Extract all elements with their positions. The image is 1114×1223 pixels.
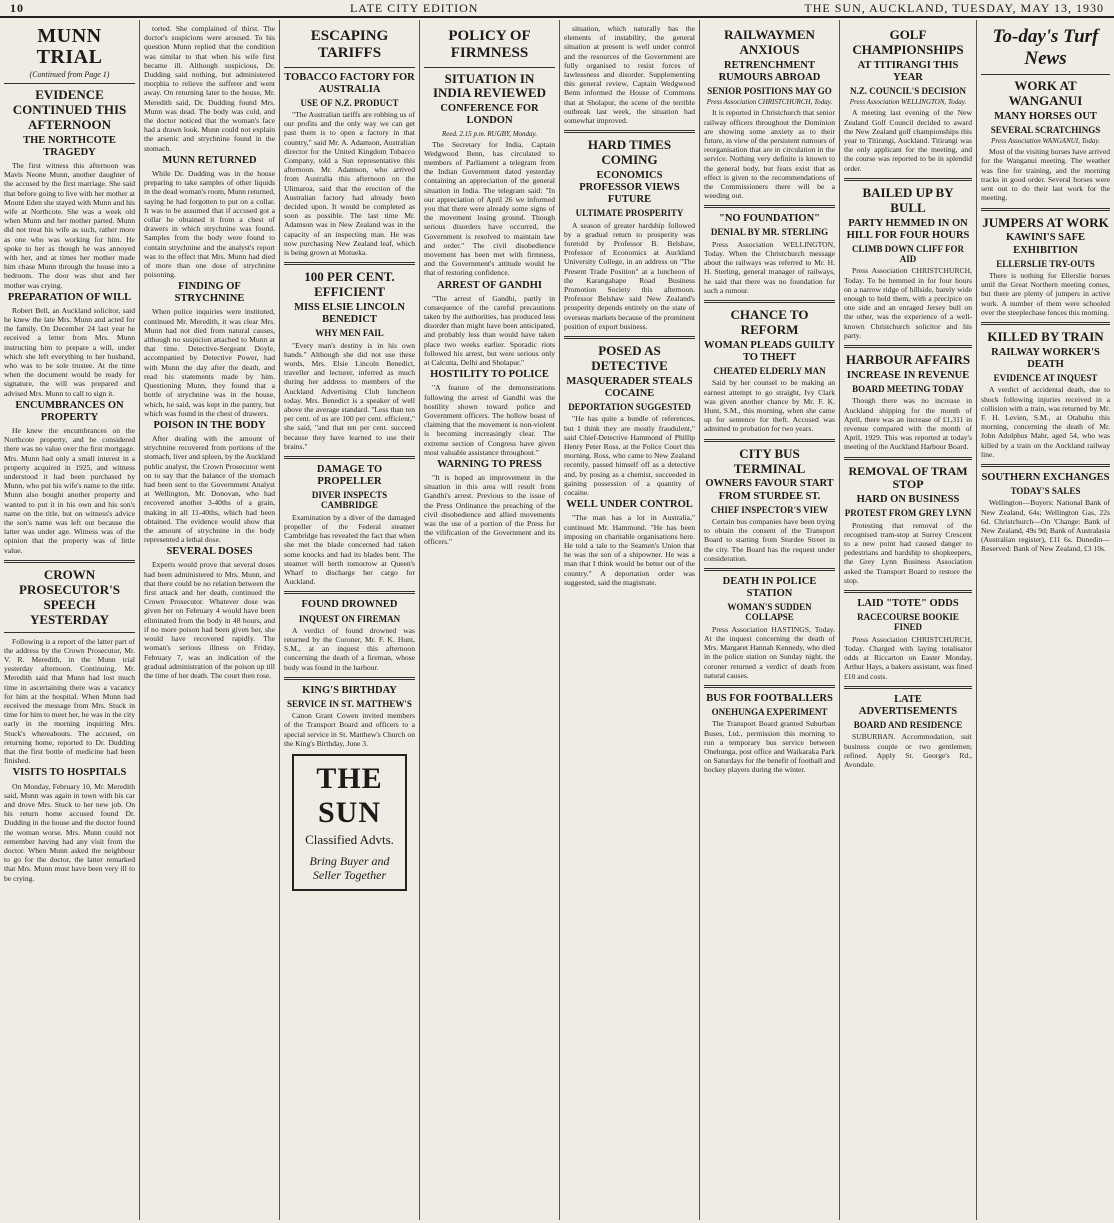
article-text: Press Association HASTINGS, Today. At the inquest concerning the death of Mrs. Margaret Hannah Kennedy, who died in the police station on Sunday night, the coroner returned a verdict of death from natural causes. (704, 624, 835, 680)
article-text: A season of greater hardship followed by a gradual return to prosperity was foretold by Professor B. Belshaw, Professor of Economics at Auckland University College, in an address on "The Present Trade Position" at a luncheon of the Karangahape Road Business Promotion Society this afternoon. Professor Belshaw said New Zealand's prosperity depends entirely on the state of overseas markets because of the prominent position of export business. (564, 220, 695, 331)
article-text: "The Australian tariffs are robbing us of our profits and the only way we can get past them is to open a factory in that country," said Mr. A. Adamson, Australian director for the United Kingdom Tobacco Company, told a Sun representative this afternoon. Mr. Adamson, who arrived from Australia this afternoon on the Ulimaroa, said that the erection of the Australian factory had already been decided upon. It would be completed as soon as possible. The last time Mr. Adamson was in New Zealand was in the capacity of an inspecting man. He was now purchasing New Zealand leaf, which is being grown at Motueka. (284, 109, 415, 258)
headline-policy-firmness: POLICY OF FIRMNESS (448, 28, 531, 62)
dateline: Press Association WELLINGTON, Today. (849, 98, 967, 107)
page-number: 10 (10, 0, 24, 15)
subhead-deportation: DEPORTATION SUGGESTED (568, 402, 691, 413)
subhead-st-matthews: SERVICE IN ST. MATTHEW'S (287, 698, 412, 709)
subhead-todays-sales: TODAY'S SALES (1010, 486, 1081, 497)
subhead-hostility: HOSTILITY TO POLICE (430, 369, 549, 381)
headline-crown-prosecutor: CROWN PROSECUTOR'S SPEECH YESTERDAY (19, 566, 120, 627)
subhead-diver: DIVER INSPECTS CAMBRIDGE (311, 490, 388, 511)
ad-title: THE SUN (316, 762, 383, 830)
subhead-titirangi: AT TITIRANGI THIS YEAR (857, 59, 959, 83)
subhead-inquest: EVIDENCE AT INQUEST (993, 372, 1098, 383)
subhead-prosperity: ULTIMATE PROSPERITY (575, 208, 684, 219)
article-text: Most of the visiting horses have arrived for the Wanganui meeting. The weather was fine for training, and the morning tracks in good order. Several horses were sent out to do their last work for the meeting. (981, 147, 1110, 203)
subhead-railway-worker: RAILWAY WORKER'S DEATH (991, 346, 1100, 370)
subhead-nz-product: USE OF N.Z. PRODUCT (300, 97, 399, 108)
article-text: The Secretary for India, Captain Wedgwood Benn, has circulated to members of Parliament a telegram from the Indian Government dated yesterday containing an appreciation of the general situation in India. The telegram said: "In our appreciation of April 26 we informed you that there were already some signs of the movement losing ground. Though serious disorders have occurred, the Government is resolved to maintain law and order." The civil disobedience movement has been met with firmness, and the Government's attitude would be that of restoring confidence. (424, 139, 555, 278)
subhead-poison: POISON IN THE BODY (153, 419, 266, 431)
subhead-chief-inspector: CHIEF INSPECTOR'S VIEW (710, 504, 829, 515)
headline-munn-trial: MUNN TRIAL (36, 25, 103, 68)
headline-propeller: DAMAGE TO PROPELLER (316, 464, 383, 488)
subhead-hard-business: HARD ON BUSINESS (856, 494, 960, 506)
continued-note: (Continued from Page 1) (29, 70, 110, 79)
headline-no-foundation: "NO FOUNDATION" (718, 213, 820, 225)
article-text: Examination by a diver of the damaged propeller of the Federal steamer Cambridge has revealed the fact that when she met the blade concerned had taken some knocks and had its blades bent. The steamer will berth tomorrow at Queen's Wharf to discharge her cargo for Auckland. (284, 512, 415, 587)
headline-escaping-tariffs: ESCAPING TARIFFS (310, 28, 389, 62)
article-text: "The man has a lot in Australia," continued Mr. Hammond. "He has been imposing on charitable organisations here. He told a tale to the Seamen's Union that he was the son of a shipowner. He was a man that I think would be better out of the country." A deportation order was suggested, said the magistrate. (564, 513, 695, 587)
headline-kings-birthday: KING'S BIRTHDAY (302, 684, 397, 696)
article-text: Experts would prove that several doses had been administered to Mrs. Munn, and that there could be no relation between the first attack and her death, continued the Crown Prosecutor. Whatever dose was given her on February 4 would have been eliminated from the body in 48 hours, and if no more poison had been given her, she would have recovered rapidly. The woman's serious illness on Friday, February 7, was an indication of the gradual administration of the poison up till the time of her death. The court then rose. (144, 560, 275, 680)
dateline: Press Association CHRISTCHURCH, Today. (706, 98, 833, 107)
edition-label: LATE CITY EDITION (349, 0, 479, 15)
headline-turf-news: To-day's Turf News (992, 26, 1099, 69)
article-text: A verdict of found drowned was returned by the Coroner, Mr. F. K. Hunt, S.M., at an inquest this afternoon concerning the death of a fireman, whose body was found in the harbour. (284, 625, 415, 672)
subhead-conference: CONFERENCE FOR LONDON (440, 103, 539, 127)
subhead-gandhi: ARREST OF GANDHI (436, 279, 542, 291)
sun-classified-ad (292, 754, 407, 891)
column-4 (420, 20, 560, 1220)
column-5 (560, 20, 700, 1220)
article-text: Protesting that removal of the recognised tram-stop at Surrey Crescent to a new point had caused danger to pedestrians and hardship to shopkeepers, the Grey Lynn Business Association asked the Transport Board to restore the stop. (844, 520, 972, 585)
article-text: Following is a report of the latter part of the address by the Crown Prosecutor, Mr. V. R. Meredith, in the Munn trial yesterday afternoon. Continuing, Mr. Meredith said that Munn had lost much time in ascertaining there was a vacancy for him at the hospital. When Munn had received the message from Mrs. Stuck in time for him to meet her, he was in the city early in the morning inquiring Mrs. Stuck's whereabouts. The accused, on returning home, reported to Dr. Dudding that the first bottle of medicine had been finished. (4, 636, 135, 766)
subhead-hemmed: PARTY HEMMED IN ON HILL FOR FOUR HOURS (846, 217, 970, 241)
article-text: "It is hoped an improvement in the situation in this area will result from Gandhi's arrest. Previous to the issue of the Press Ordinance the preaching of the civil disobedience and allied movements was the use of a portion of the Press for the vilification of the Government and its officers." (424, 472, 555, 547)
subhead-benedict: MISS ELSIE LINCOLN BENEDICT (294, 302, 405, 326)
headline-police-station: DEATH IN POLICE STATION (722, 575, 817, 599)
subhead-cliff: CLIMB DOWN CLIFF FOR AID (852, 243, 964, 265)
subhead-collapse: WOMAN'S SUDDEN COLLAPSE (727, 602, 812, 623)
subhead-wanganui: WORK AT WANGANUI (1008, 78, 1083, 108)
subhead-ellerslie: ELLERSLIE TRY-OUTS (996, 258, 1095, 269)
subhead-board-residence: BOARD AND RESIDENCE (853, 719, 963, 730)
article-text: On Monday, February 10, Mr. Meredith said, Munn was again in town with his car and drove Mrs. Stuck to her new job. On his return home accused found Dr. Dudding in the house and the doctor found the woman worse. Mrs. Munn could not remember having had any visit from the doctor. When Munn asked the neighbour to go for the doctor, the latter remarked that Mrs. Munn must have been very ill to be crying. (4, 781, 135, 883)
subhead-northcote: THE NORTHCOTE TRAGEDY (23, 134, 116, 158)
headline-posed-detective: POSED AS DETECTIVE (591, 343, 668, 374)
subhead-elderly-man: CHEATED ELDERLY MAN (713, 366, 826, 376)
article-text: torted. She complained of thirst. The doctor's suspicions were aroused. To his question Munn replied that the condition was similar to that when his wife first became ill. Although suspicious, Dr. Dudding said nothing, but administered morphia to relieve the sufferer and went away. On returning later to the house, Mr. Meredith said, Dr. Dudding found Mrs. Munn was dead. The body was cold, and the doctor noticed that the woman's face had a drawn look. Munn could not explain the arsenic and strychnine found in the stomach. (144, 24, 275, 153)
headline-harbour: HARBOUR AFFAIRS (845, 352, 971, 368)
subhead-council: N.Z. COUNCIL'S DECISION (849, 86, 967, 96)
headline-golf: GOLF CHAMPIONSHIPS (852, 27, 964, 57)
subhead-evidence: EVIDENCE CONTINUED THIS AFTERNOON (12, 87, 127, 132)
article-text: situation, which naturally has the elements of instability, the general situation at present is well under control and the resources of the Government are fully organised to resist forces of lawlessness and disorder. Supplementing this general review, Captain Wedgwood Benn informed the House of Commons that at Sholapur, the scene of the terrible outbreak last week, the situation had somewhat improved. (564, 24, 695, 126)
subhead-kawini: KAWINI'S SAFE EXHIBITION (1005, 232, 1086, 256)
ad-subtitle: Classified Advts. (305, 832, 394, 848)
subhead-hospitals: VISITS TO HOSPITALS (12, 767, 127, 779)
ad-slogan-1: Bring Buyer and (309, 854, 390, 869)
article-text: Robert Bell, an Auckland solicitor, said he knew the late Mrs. Munn and acted for the family. On December 24 last year he received a letter from Mrs. Munn instructing him to prepare a will, under which she left everything to her husband, who was to be sole trustee. At the time when the document would be ready for signature, the will was prepared and advised Mrs. Munn to call to sign it. (4, 305, 135, 398)
subhead-munn-returned: MUNN RETURNED (162, 154, 257, 166)
paper-date: THE SUN, AUCKLAND, TUESDAY, MAY 13, 1930 (804, 0, 1104, 15)
column-2 (140, 20, 280, 1220)
column-1 (0, 20, 140, 1220)
subhead-pleads-guilty: WOMAN PLEADS GUILTY TO THEFT (704, 339, 835, 363)
subhead-inquest-fireman: INQUEST ON FIREMAN (298, 613, 401, 624)
article-text: A meeting last evening of the New Zealand Golf Council decided to award the New Zealand golf championships this year to Titirangi, Auckland. Titirangi was the only applicant for the meeting, and the course was reported to be in splendid order. (844, 108, 972, 173)
headline-tote-odds: LAID "TOTE" ODDS (857, 598, 959, 610)
headline-killed-train: KILLED BY TRAIN (987, 328, 1104, 344)
article-text: Press Association CHRISTCHURCH, Today. To be hemmed in for four hours on a narrow ridge of hillside, barely wide enough to hold them, with a precipice on one side and an enraged Jersey bull on the other, was the experience of a well-known Christchurch solicitor and his party. (844, 266, 972, 340)
subhead-india: SITUATION IN INDIA REVIEWED (432, 70, 547, 101)
headline-chance-reform: CHANCE TO REFORM (730, 307, 809, 337)
article-text: "Every man's destiny is in his own hands." Although she did not use these words, Mrs. Elsie Lincoln Benedict, traveller and lecturer, inferred as much during her address to members of the Auckland Advertising Club luncheon today. Mrs. Benedict is a speaker of well above the average standard. "Less than ten per cent. of us are 100 per cent. efficient," she said, "and that ten per cent. succeed because they have learned to use their brains." (284, 340, 415, 451)
article-text: Wellington—Buyers: National Bank of New Zealand, 64s; Wellington Gas, 22s 6d. Christchurch—On 'Change: Bank of New Zealand, 49s 9d; Bank of Australasia (Australian register), £11 6s. Dunedin—Reserved: Bank of New Zealand, £3 10s. (981, 498, 1110, 554)
subhead-senior-positions: SENIOR POSITIONS MAY GO (707, 86, 832, 96)
dateline: Press Association WANGANUI, Today. (991, 137, 1100, 146)
headline-bus-terminal: CITY BUS TERMINAL (733, 445, 806, 476)
article-text: Press Association CHRISTCHURCH, Today. Charged with laying totalisator odds at Riccarton on Easter Monday, Arthur Hays, a bakers assistant, was fined £10 and costs. (844, 634, 972, 681)
subhead-strychnine: FINDING OF STRYCHNINE (174, 281, 245, 305)
subhead-tobacco: TOBACCO FACTORY FOR AUSTRALIA (284, 71, 415, 95)
subhead-encumbrances: ENCUMBRANCES ON PROPERTY (15, 399, 124, 423)
subhead-grey-lynn: PROTEST FROM GREY LYNN (844, 508, 972, 519)
article-text: After dealing with the amount of strychnine recovered from portions of the stomach, liver and spleen, by the Auckland public analyst, the Crown Prosecutor went on to say that the balance of the stomach had been sent to the Government Analyst at Wellington, Mr. Donovan, who had recovered another 3-40ths of a grain, making in all 11-40ths, which had been obtained. The evidence would show that the amount of strychnine in the body represented a lethal dose. (144, 433, 275, 545)
subhead-onehunga: ONEHUNGA EXPERIMENT (711, 707, 828, 718)
subhead-economics: ECONOMICS PROFESSOR VIEWS FUTURE (579, 170, 680, 206)
article-text: A verdict of accidental death, due to shock following injuries received in a collision with a train, was returned by Mr. F. H. Levien, S.M., at Otahuhu this morning, concerning the death of Mr. John Adolphus Mahr, aged 54, who was killed by a train on the Auckland railway line. (981, 385, 1110, 459)
headline-hard-times: HARD TIMES COMING (587, 137, 672, 168)
column-8 (977, 20, 1114, 1220)
column-6 (700, 20, 840, 1220)
article-text: He knew the encumbrances on the Northcote property, and he considered there was no value over the first mortgage. Mrs. Munn had only a small interest in a property acquired in 1925, and witness understood it had been purchased by Munn, who put his wife's name to the title. Munn also bought another property and wanted to put it in his own and his son's name on the title, but on witness's advice the son's name was left out because the latter was under age. Witness was of the opinion that the property was of little value. (4, 426, 135, 555)
subhead-retrenchment: RETRENCHMENT RUMOURS ABROAD (718, 59, 821, 83)
subhead-board-meeting: BOARD MEETING TODAY (852, 384, 964, 395)
headline-late-ads: LATE ADVERTISEMENTS (858, 693, 958, 717)
article-text: The Transport Board granted Suburban Buses, Ltd., permission this morning to run a temporary bus service between Onehunga, post office and Waikaraka Park on Saturdays for the benefit of football and hockey players during the winter. (704, 719, 835, 775)
article-text: Canon Grant Cowen invited members of the Transport Board and officers to a special service in St. Matthew's Church on the King's Birthday, June 3. (284, 711, 415, 748)
article-text: Certain bus companies have been trying to obtain the consent of the Transport Board to starting from Sturdee Street in the city. The Board has the request under consideration. (704, 516, 835, 563)
subhead-sterling: DENIAL BY MR. STERLING (710, 227, 829, 238)
headline-jumpers: JUMPERS AT WORK (982, 214, 1109, 230)
newspaper-page (0, 20, 1114, 1220)
subhead-under-control: WELL UNDER CONTROL (566, 499, 693, 511)
headline-southern-exchanges: SOUTHERN EXCHANGES (981, 471, 1110, 483)
article-text: When police inquiries were instituted, continued Mr. Meredith, it was clear Mrs. Munn had not died from natural causes, although no suspicion attached to Munn at that time. Detective-Sergeant Doyle, accompanied by Detective Power, had with Munn the day after the death, and read his statements made by him. Questioning Munn, they found that a bottle of strychnine was in the house, which, he said, was kept in the pantry, but which was found in the chest of drawers. (144, 307, 275, 418)
article-text: SUBURBAN. Accommodation, suit business couple or two gentlemen; refined. Apply St. George's Rd., Avondale. (844, 732, 972, 769)
subhead-sturdee: OWNERS FAVOUR START FROM STURDEE ST. (705, 478, 834, 502)
article-text: It is reported in Christchurch that senior railway officers throughout the Dominion are showing some anxiety as to their future, in view of the persistent rumours of reorganisation that are in circulation in the service. Nothing very definite is known to the general body, but fears exist that as effect is given to the recommendations of the Commissioners there will be a weeding out. (704, 108, 835, 201)
subhead-will: PREPARATION OF WILL (7, 291, 132, 303)
subhead-warning-press: WARNING TO PRESS (437, 458, 542, 470)
headline-railwaymen: RAILWAYMEN ANXIOUS (724, 27, 815, 57)
masthead (0, 0, 1114, 18)
subhead-why-men-fail: WHY MEN FAIL (315, 328, 384, 339)
ad-slogan-2: Seller Together (312, 868, 387, 883)
subhead-masquerader: MASQUERADER STEALS COCAINE (566, 375, 693, 400)
article-text: Press Association WELLINGTON, Today. When the Christchurch message about the railways was referred to Mr. H. H. Sterling, general manager of railways, he said that there was no foundation for such a rumour. (704, 239, 835, 295)
dateline: Reed. 2.15 p.m. RUGBY, Monday. (441, 129, 537, 138)
column-7 (840, 20, 977, 1220)
article-text: Said by her counsel to be making an earnest attempt to go straight, Ivy Clark was given another chance by Mr. F. K. Hunt, S.M., this morning, when she came up for sentence for theft. Accused was admitted to probation for two years. (704, 378, 835, 434)
article-text: "He has quite a bundle of references, but I think they are mostly fraudulent," said Chief-Detective Hammond of Phillip Henry Peter Ross, at the Police Court this morning. Ross, who came to New Zealand recently, passed himself off as a detective and, by posing as a chemist, succeeded in gaining possession of a quantity of cocaine. (564, 414, 695, 498)
article-text: There is nothing for Ellerslie horses until the Great Northern meeting comes, but there are plenty of jumpers in active work. A number of them were schooled over the steeplechase fences this morning. (981, 270, 1110, 317)
article-text: Though there was no increase in Auckland shipping for the month of April, there was an increase of £1,311 in revenue compared with the month of April, 1929. This was reported at today's meeting of the Auckland Harbour Board. (844, 396, 972, 452)
headline-tram-stop: REMOVAL OF TRAM STOP (848, 463, 968, 492)
article-text: The first witness this afternoon was Mavis Neone Munn, another daughter of the accused by the first marriage. She said that before going to live with her mother at Mount Eden she stayed with Munn and his wife at Northcote. She was a week old when Munn and her mother parted. Munn did not treat his wife as such, rather more as one who was working for him. He spoke to her as though he was annoyed with her, and at times her mother made him chase Munn through the house into a bedroom. The door was shut and her mother was crying. (4, 160, 135, 290)
subhead-several-doses: SEVERAL DOSES (166, 546, 253, 558)
column-3 (280, 20, 420, 1220)
headline-efficient: 100 PER CENT. EFFICIENT (304, 269, 395, 300)
subhead-scratchings: SEVERAL SCRATCHINGS (990, 124, 1101, 135)
subhead-revenue: INCREASE IN REVENUE (846, 370, 970, 382)
article-text: "The arrest of Gandhi, partly in consequence of the careful precautions taken by the authorities, has produced less disorder than might have been anticipated, and probably less than would have taken place two weeks earlier. Sporadic riots followed his arrest, but were serious only at Calcutta, Delhi and Sholapur." (424, 293, 555, 368)
subhead-horses-out: MANY HORSES OUT (994, 110, 1097, 122)
headline-footballers: BUS FOR FOOTBALLERS (706, 692, 833, 704)
headline-found-drowned: FOUND DROWNED (301, 599, 398, 611)
headline-bull: BAILED UP BY BULL (862, 184, 954, 215)
subhead-bookie: RACECOURSE BOOKIE FINED (857, 612, 959, 633)
article-text: "A feature of the demonstrations following the arrest of Gandhi was the hostility shown toward police and Government officers. The hollow boast of claiming that the movement is non-violent is becoming increasingly clear. The extreme section of Congress have given most valuable assistance throughout." (424, 383, 555, 457)
article-text: While Dr. Dudding was in the house preparing to take samples of other liquids in the dead woman's room, Munn returned, saying he had forgotten to put on a collar. It was to be assumed that if accused got a collar he obtained it from a chest of drawers in which strychnine was found. Samples from the body were found to contain strychnine and the analyst's report was to the effect that Mrs. Munn had died of more than one dose of strychnine poisoning. (144, 168, 275, 280)
